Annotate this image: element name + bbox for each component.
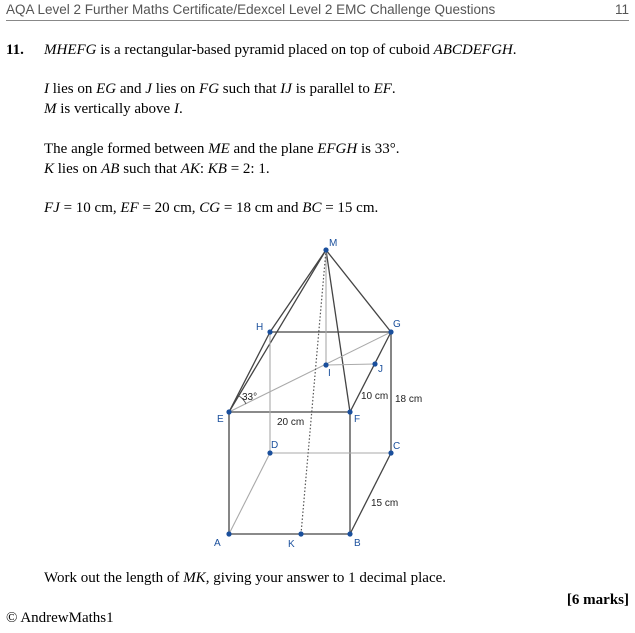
vertex-h-dot	[267, 329, 272, 334]
header-title: AQA Level 2 Further Maths Certificate/Edexcel Level 2 EMC Challenge Questions	[6, 2, 496, 17]
vertex-h-label: H	[256, 322, 264, 333]
question-line-1: MHEFG is a rectangular-based pyramid placed on top of cuboid ABCDEFGH.	[44, 42, 517, 58]
question-line-3: M is vertically above I.	[44, 101, 183, 117]
question-line-2: I lies on EG and J lies on FG such that IJ is parallel to EF.	[44, 81, 396, 97]
fj-length-label: 10 cm	[361, 391, 389, 402]
vertex-d-dot	[267, 450, 272, 455]
question-task: Work out the length of MK, giving your answer to 1 decimal place.	[44, 570, 447, 586]
vertex-k-dot	[298, 531, 303, 536]
vertex-e-label: E	[217, 414, 224, 425]
vertex-j-dot	[372, 361, 377, 366]
vertex-m-label: M	[329, 238, 338, 249]
vertex-f-label: F	[354, 414, 361, 425]
angle-label: 33°	[242, 392, 258, 403]
vertex-a-label: A	[214, 538, 221, 549]
question-line-6: FJ = 10 cm, EF = 20 cm, CG = 18 cm and BC = 15 cm.	[44, 200, 379, 216]
question-line-4: The angle formed between ME and the plane EFGH is 33°.	[44, 141, 400, 157]
cg-length-label: 18 cm	[395, 394, 423, 405]
copyright-footer: © AndrewMaths1	[6, 610, 114, 626]
page-number: 11	[614, 2, 629, 17]
ef-length-label: 20 cm	[277, 417, 305, 428]
vertex-g-label: G	[393, 319, 401, 330]
vertex-i-dot	[323, 362, 328, 367]
vertex-a-dot	[226, 531, 231, 536]
vertex-c-label: C	[393, 441, 401, 452]
vertex-m-dot	[323, 247, 328, 252]
question-line-5: K lies on AB such that AK: KB = 2: 1.	[44, 161, 270, 177]
vertex-i-label: I	[328, 368, 331, 379]
vertex-k-label: K	[288, 539, 295, 550]
question-number: 11.	[6, 42, 24, 58]
bc-length-label: 15 cm	[371, 498, 399, 509]
vertex-b-dot	[347, 531, 352, 536]
vertex-e-dot	[226, 409, 231, 414]
vertex-j-label: J	[378, 364, 383, 375]
marks-label: [6 marks]	[566, 592, 629, 608]
vertex-d-label: D	[271, 440, 279, 451]
vertex-g-dot	[388, 329, 393, 334]
vertex-f-dot	[347, 409, 352, 414]
vertex-b-label: B	[354, 538, 361, 549]
